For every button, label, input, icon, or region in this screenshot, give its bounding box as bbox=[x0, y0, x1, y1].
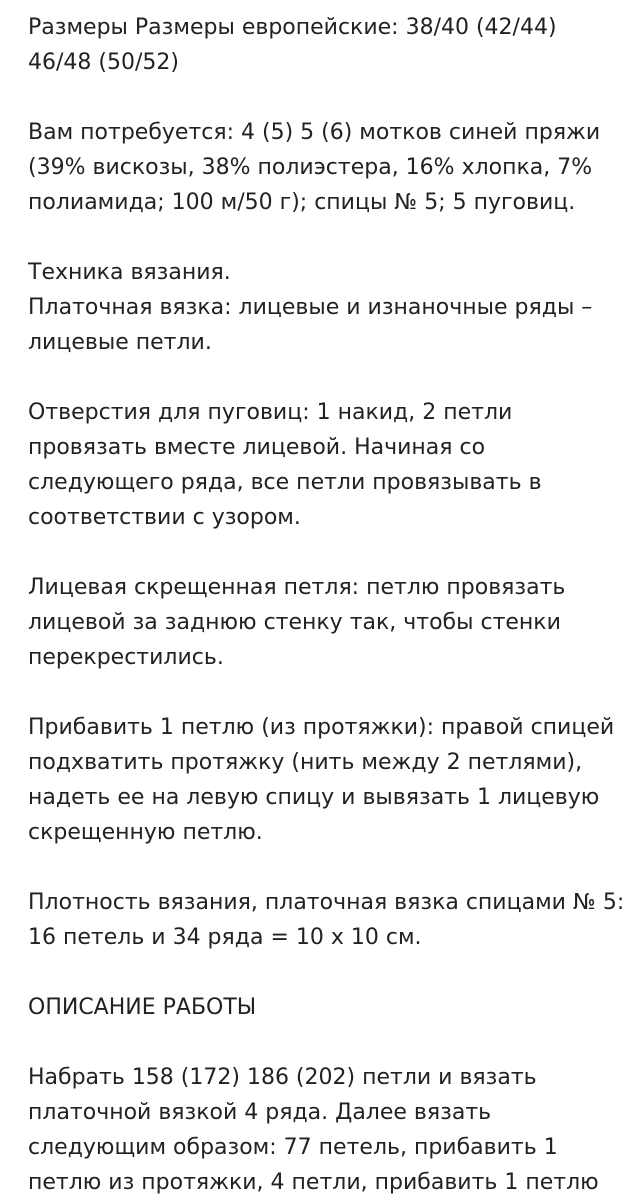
text-line: 16 петель и 34 ряда = 10 х 10 см. bbox=[28, 925, 422, 950]
text-line: Платочная вязка: лицевые и изнаночные ряды – bbox=[28, 295, 593, 320]
text-line: 46/48 (50/52) bbox=[28, 50, 179, 75]
paragraph-gap bbox=[28, 80, 624, 115]
paragraph-gap bbox=[28, 360, 624, 395]
text-line: следующим образом: 77 петель, прибавить 1 bbox=[28, 1135, 558, 1160]
text-line: Прибавить 1 петлю (из протяжки): правой спицей bbox=[28, 715, 615, 740]
sizes-paragraph bbox=[28, 10, 624, 80]
text-line: Размеры Размеры европейские: 38/40 (42/44) bbox=[28, 15, 557, 40]
text-line: перекрестились. bbox=[28, 645, 224, 670]
paragraph-gap bbox=[28, 675, 624, 710]
materials-paragraph bbox=[28, 115, 624, 220]
paragraph-gap bbox=[28, 220, 624, 255]
technique-paragraph bbox=[28, 255, 624, 360]
instructions-paragraph bbox=[28, 1060, 624, 1200]
document-body bbox=[28, 10, 624, 1200]
text-line: Техника вязания. bbox=[28, 260, 231, 285]
paragraph-gap bbox=[28, 955, 624, 990]
text-line: лицевые петли. bbox=[28, 330, 212, 355]
buttonholes-paragraph bbox=[28, 395, 624, 535]
text-line: надеть ее на левую спицу и вывязать 1 лицевую bbox=[28, 785, 600, 810]
text-line: лицевой за заднюю стенку так, чтобы стенки bbox=[28, 610, 561, 635]
text-line: Лицевая скрещенная петля: петлю провязать bbox=[28, 575, 566, 600]
text-line: платочной вязкой 4 ряда. Далее вязать bbox=[28, 1100, 492, 1125]
paragraph-gap bbox=[28, 1025, 624, 1060]
twisted-stitch-paragraph bbox=[28, 570, 624, 675]
text-line: (39% вискозы, 38% полиэстера, 16% хлопка, 7% bbox=[28, 155, 593, 180]
text-line: следующего ряда, все петли провязывать в bbox=[28, 470, 542, 495]
text-line: Вам потребуется: 4 (5) 5 (6) мотков синей пряжи bbox=[28, 120, 601, 145]
paragraph-gap bbox=[28, 535, 624, 570]
text-line: петлю из протяжки, 4 петли, прибавить 1 петлю bbox=[28, 1170, 599, 1195]
text-line: полиамида; 100 м/50 г); спицы № 5; 5 пуговиц. bbox=[28, 190, 576, 215]
increase-paragraph bbox=[28, 710, 624, 850]
text-line: соответствии с узором. bbox=[28, 505, 301, 530]
heading-line: ОПИСАНИЕ РАБОТЫ bbox=[28, 995, 257, 1020]
text-line: Плотность вязания, платочная вязка спицами № 5: bbox=[28, 890, 625, 915]
text-line: Набрать 158 (172) 186 (202) петли и вязать bbox=[28, 1065, 537, 1090]
section-heading bbox=[28, 990, 624, 1025]
text-line: подхватить протяжку (нить между 2 петлями), bbox=[28, 750, 583, 775]
text-line: скрещенную петлю. bbox=[28, 820, 263, 845]
text-line: Отверстия для пуговиц: 1 накид, 2 петли bbox=[28, 400, 513, 425]
paragraph-gap bbox=[28, 850, 624, 885]
text-line: провязать вместе лицевой. Начиная со bbox=[28, 435, 486, 460]
gauge-paragraph bbox=[28, 885, 624, 955]
